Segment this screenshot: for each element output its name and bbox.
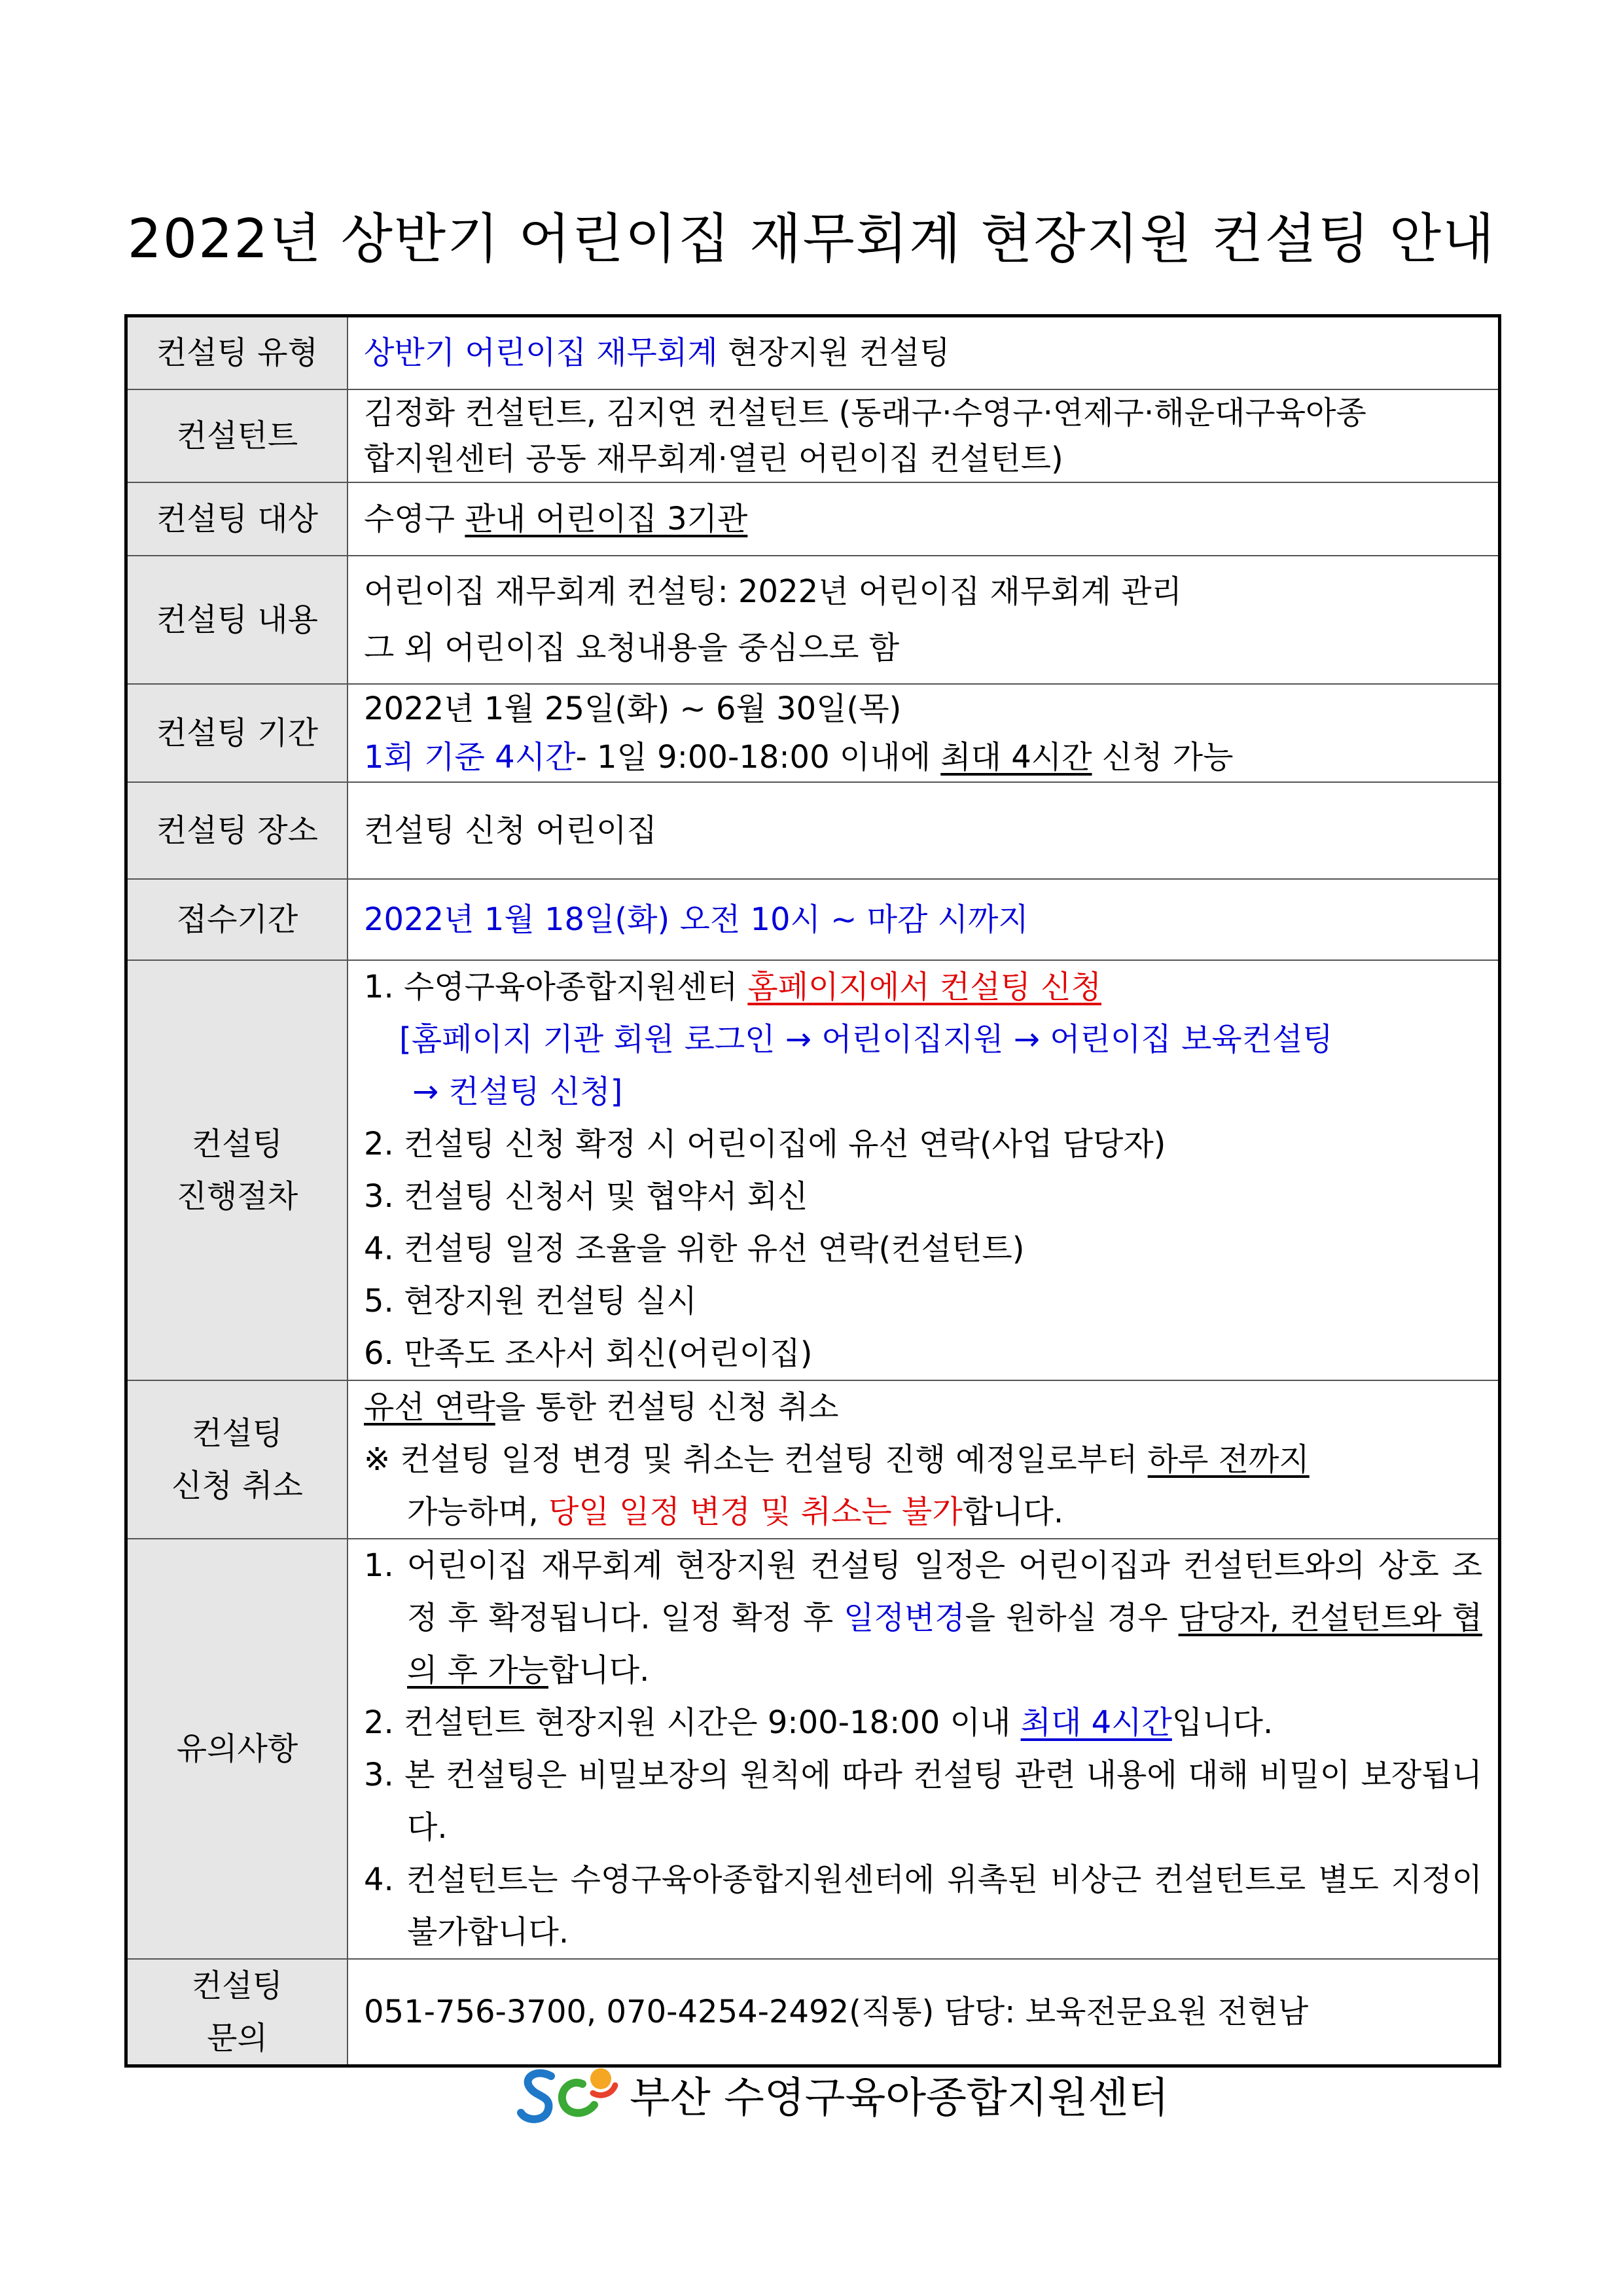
content-line2: 그 외 어린이집 요청내용을 중심으로 함 bbox=[364, 629, 900, 666]
row-target bbox=[126, 482, 1500, 556]
row-consultants bbox=[126, 389, 1500, 482]
label-target: 컨설팅 대상 bbox=[126, 482, 348, 556]
step-2: 2. 컨설팅 신청 확정 시 어린이집에 유선 연락(사업 담당자) bbox=[364, 1125, 1166, 1162]
target-prefix: 수영구 bbox=[364, 500, 465, 537]
procedure-label-line2: 진행절차 bbox=[176, 1177, 298, 1215]
step1-path-line1: [홈페이지 기관 회원 로그인 → 어린이집지원 → 어린이집 보육컨설팅 bbox=[399, 1020, 1333, 1058]
value-place: 컨설팅 신청 어린이집 bbox=[348, 782, 1500, 879]
cancel-same-day: 당일 일정 변경 및 취소는 불가 bbox=[548, 1493, 963, 1530]
cancel-note-line1 bbox=[364, 1433, 1482, 1486]
info-table bbox=[124, 314, 1501, 2068]
cancel-note2-end: 합니다. bbox=[962, 1493, 1064, 1530]
footer-organization: 부산 수영구육아종합지원센터 bbox=[630, 2074, 1169, 2123]
cancel-note-prefix: ※ 컨설팅 일정 변경 및 취소는 컨설팅 진행 예정일로부터 bbox=[364, 1441, 1148, 1478]
label-period: 컨설팅 기간 bbox=[126, 684, 348, 782]
cancel-note2-prefix: 가능하며, bbox=[407, 1493, 548, 1530]
cancel-label-line1: 컨설팅 bbox=[191, 1414, 283, 1452]
cancel-phone-contact: 유선 연락 bbox=[364, 1388, 495, 1426]
note1-c: 합니다. bbox=[548, 1651, 650, 1689]
note2-b: 입니다. bbox=[1171, 1704, 1274, 1741]
value-content bbox=[348, 556, 1500, 684]
note1-schedule-change: 일정변경 bbox=[844, 1599, 965, 1636]
consultants-line2: 합지원센터 공동 재무회계·열린 어린이집 컨설턴트) bbox=[364, 440, 1063, 477]
row-type bbox=[126, 316, 1500, 389]
value-target bbox=[348, 482, 1500, 556]
step1-prefix: 1. 수영구육아종합지원센터 bbox=[364, 968, 748, 1005]
step1-homepage-apply: 홈페이지에서 컨설팅 신청 bbox=[747, 968, 1101, 1005]
step-6: 6. 만족도 조사서 회신(어린이집) bbox=[364, 1335, 813, 1372]
row-place bbox=[126, 782, 1500, 879]
value-period bbox=[348, 684, 1500, 782]
row-cancel bbox=[126, 1380, 1500, 1539]
note-2 bbox=[364, 1696, 1482, 1749]
label-cancel bbox=[126, 1380, 348, 1539]
step-1 bbox=[364, 961, 1482, 1013]
label-notes: 유의사항 bbox=[126, 1539, 348, 1959]
label-consultants: 컨설턴트 bbox=[126, 389, 348, 482]
period-line2 bbox=[364, 733, 1482, 781]
period-mid: - 1일 9:00-18:00 이내에 bbox=[575, 738, 941, 776]
note-4: 4. 컨설턴트는 수영구육아종합지원센터에 위촉된 비상근 컨설턴트로 별도 지정이 불가합니다. bbox=[364, 1861, 1482, 1950]
note1-consult-required: 담당자, 컨설턴트와 협의 후 가능 bbox=[407, 1599, 1482, 1689]
cancel-note-line2 bbox=[364, 1486, 1482, 1538]
consultants-line1: 김정화 컨설턴트, 김지연 컨설턴트 (동래구·수영구·연제구·해운대구육아종 bbox=[364, 394, 1366, 431]
row-content bbox=[126, 556, 1500, 684]
label-contact bbox=[126, 1959, 348, 2066]
document-title: 2022년 상반기 어린이집 재무회계 현장지원 컨설팅 안내 bbox=[127, 208, 1496, 270]
row-notes bbox=[126, 1539, 1500, 1959]
label-content: 컨설팅 내용 bbox=[126, 556, 348, 684]
row-procedure bbox=[126, 960, 1500, 1380]
value-consultants bbox=[348, 389, 1500, 482]
contact-label-line1: 컨설팅 bbox=[191, 1967, 283, 2004]
note2-max-hours: 최대 4시간 bbox=[1020, 1704, 1172, 1741]
value-type bbox=[348, 316, 1500, 389]
target-underlined: 관내 어린이집 3기관 bbox=[465, 500, 748, 537]
note2-a: 2. 컨설턴트 현장지원 시간은 9:00-18:00 이내 bbox=[364, 1704, 1021, 1741]
cancel-label-line2: 신청 취소 bbox=[171, 1467, 303, 1504]
period-end: 신청 가능 bbox=[1092, 738, 1234, 776]
note-1 bbox=[364, 1539, 1482, 1696]
note1-a: 1. 어린이집 재무회계 현장지원 컨설팅 일정은 어린이집과 컨설턴트와의 상호 조정 후 확정됩니다. 일정 확정 후 bbox=[364, 1547, 1482, 1636]
value-contact: 051-756-3700, 070-4254-2492(직통) 담당: 보육전문요원 전현남 bbox=[348, 1959, 1500, 2066]
cancel-line1 bbox=[364, 1381, 1482, 1433]
row-period bbox=[126, 684, 1500, 782]
note1-b: 을 원하실 경우 bbox=[965, 1599, 1179, 1636]
footer bbox=[517, 2062, 1169, 2127]
row-reception bbox=[126, 879, 1500, 960]
label-procedure bbox=[126, 960, 348, 1380]
content-line1: 어린이집 재무회계 컨설팅: 2022년 어린이집 재무회계 관리 bbox=[364, 573, 1182, 610]
step-5: 5. 현장지원 컨설팅 실시 bbox=[364, 1282, 697, 1319]
cancel-line1-rest: 을 통한 컨설팅 신청 취소 bbox=[495, 1388, 839, 1426]
value-notes bbox=[348, 1539, 1500, 1959]
row-contact bbox=[126, 1959, 1500, 2066]
procedure-label-line1: 컨설팅 bbox=[191, 1125, 283, 1162]
label-reception: 접수기간 bbox=[126, 879, 348, 960]
label-place: 컨설팅 장소 bbox=[126, 782, 348, 879]
value-procedure bbox=[348, 960, 1500, 1380]
step1-path-line2: → 컨설팅 신청] bbox=[412, 1073, 623, 1110]
value-reception: 2022년 1월 18일(화) 오전 10시 ~ 마감 시까지 bbox=[348, 879, 1500, 960]
center-logo-icon bbox=[517, 2062, 622, 2127]
cancel-deadline: 하루 전까지 bbox=[1147, 1441, 1310, 1478]
label-type: 컨설팅 유형 bbox=[126, 316, 348, 389]
period-line1: 2022년 1월 25일(화) ~ 6월 30일(목) bbox=[364, 690, 902, 727]
value-cancel bbox=[348, 1380, 1500, 1539]
type-highlight: 상반기 어린이집 재무회계 bbox=[364, 334, 718, 372]
note-3: 3. 본 컨설팅은 비밀보장의 원칙에 따라 컨설팅 관련 내용에 대해 비밀이 보장됩니다. bbox=[364, 1756, 1482, 1846]
period-max-hours: 최대 4시간 bbox=[940, 738, 1092, 776]
type-rest: 현장지원 컨설팅 bbox=[717, 334, 950, 372]
step-4: 4. 컨설팅 일정 조율을 위한 유선 연락(컨설턴트) bbox=[364, 1230, 1025, 1267]
period-per-session: 1회 기준 4시간 bbox=[364, 738, 576, 776]
contact-label-line2: 문의 bbox=[207, 2019, 268, 2056]
step-3: 3. 컨설팅 신청서 및 협약서 회신 bbox=[364, 1177, 808, 1215]
